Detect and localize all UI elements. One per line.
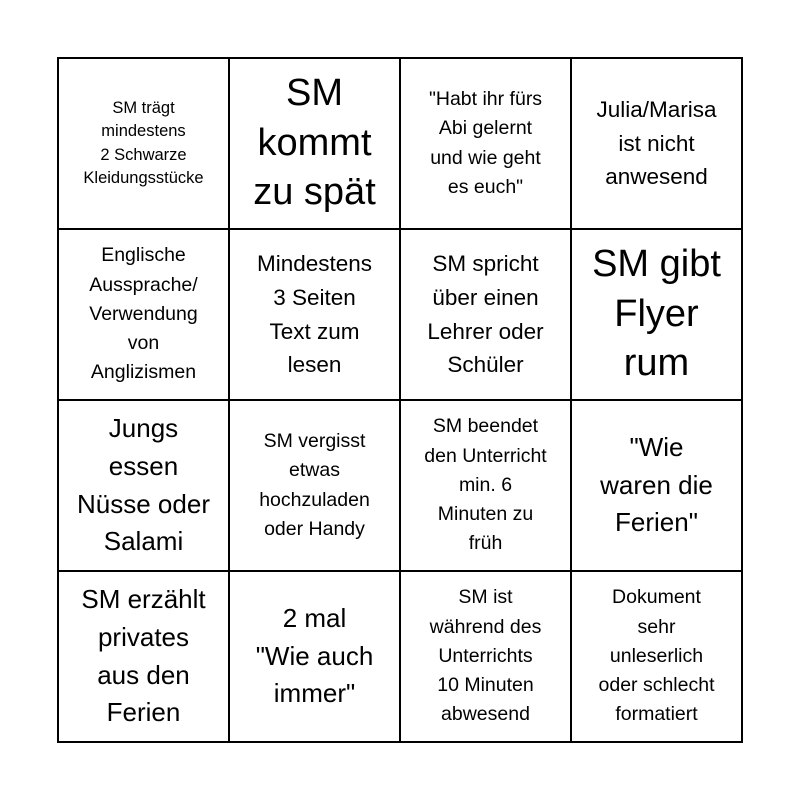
bingo-cell-text: "Habt ihr fürs Abi gelernt und wie geht es euch" [428, 88, 543, 198]
bingo-cell-13 [59, 572, 230, 743]
bingo-cell-16 [572, 572, 743, 743]
bingo-cell-text: Julia/Marisa ist nicht anwesend [596, 96, 717, 190]
bingo-cell-9 [59, 401, 230, 572]
bingo-cell-text: SM gibt Flyer rum [592, 243, 721, 385]
bingo-cell-14 [230, 572, 401, 743]
bingo-cell-text: Jungs essen Nüsse oder Salami [77, 413, 210, 557]
bingo-cell-1 [59, 59, 230, 230]
bingo-cell-2 [230, 59, 401, 230]
bingo-cell-4 [572, 59, 743, 230]
bingo-cell-text: Dokument sehr unleserlich oder schlecht formatiert [598, 586, 715, 726]
bingo-cell-text: "Wie waren die Ferien" [600, 431, 713, 538]
bingo-cell-text: SM ist während des Unterrichts 10 Minuten abwesend [429, 586, 542, 726]
bingo-cell-11 [401, 401, 572, 572]
bingo-cell-8 [572, 230, 743, 401]
bingo-cell-text: SM vergisst etwas hochzuladen oder Handy [259, 430, 370, 540]
bingo-cell-7 [401, 230, 572, 401]
bingo-cell-10 [230, 401, 401, 572]
bingo-cell-text: SM erzählt privates aus den Ferien [81, 584, 206, 728]
bingo-cell-6 [230, 230, 401, 401]
bingo-cell-text: SM kommt zu spät [253, 72, 376, 214]
bingo-cell-3 [401, 59, 572, 230]
bingo-cell-15 [401, 572, 572, 743]
bingo-cell-text: SM trägt mindestens 2 Schwarze Kleidungsstücke [83, 98, 204, 187]
bingo-cell-12 [572, 401, 743, 572]
bingo-board [57, 57, 743, 743]
bingo-cell-text: Englische Aussprache/ Verwendung von Anglizismen [89, 244, 198, 384]
bingo-cell-text: Mindestens 3 Seiten Text zum lesen [256, 251, 373, 378]
bingo-cell-text: SM beendet den Unterricht min. 6 Minuten zu früh [424, 415, 547, 555]
bingo-cell-text: 2 mal "Wie auch immer" [255, 602, 374, 709]
bingo-cell-text: SM spricht über einen Lehrer oder Schüler [427, 251, 544, 378]
bingo-cell-5 [59, 230, 230, 401]
